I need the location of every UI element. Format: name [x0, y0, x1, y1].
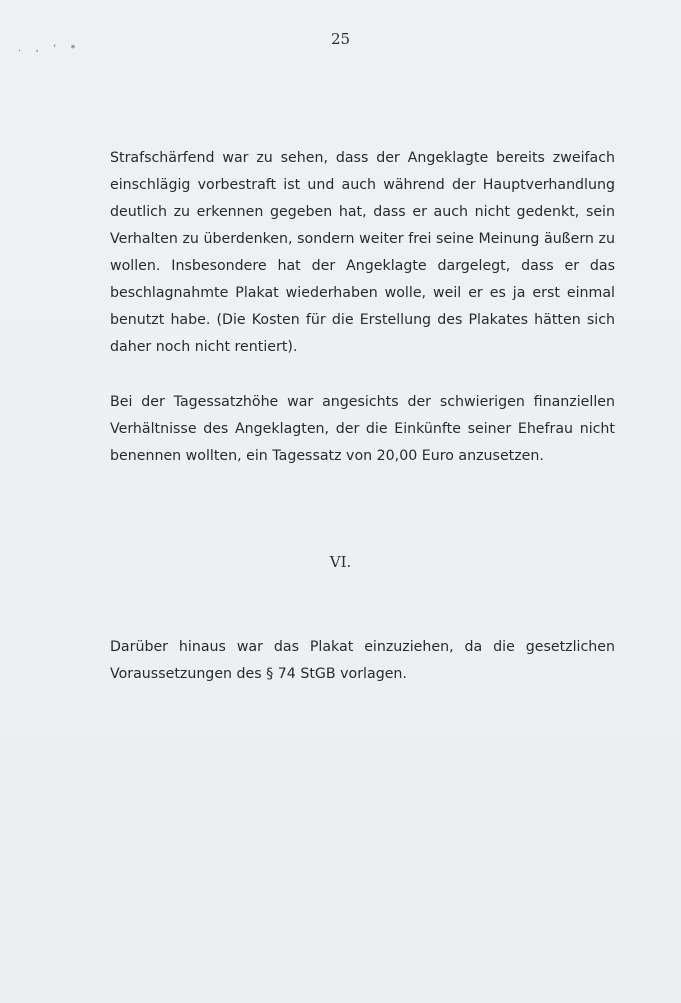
paragraph-strafzumessung [110, 145, 615, 361]
paragraph-tagessatz [110, 389, 615, 470]
text-line: wollen. Insbesondere hat der Angeklagte dargelegt, dass er das [110, 258, 615, 274]
text-line: Darüber hinaus war das Plakat einzuziehen, da die gesetzlichen [110, 639, 615, 655]
text-line: Bei der Tagessatzhöhe war angesichts der schwierigen finanziellen [110, 394, 615, 410]
text-line: einschlägig vorbestraft ist und auch während der Hauptverhandlung [110, 177, 615, 193]
text-line: Voraussetzungen des § 74 StGB vorlagen. [110, 666, 407, 682]
text-line: benennen wollten, ein Tagessatz von 20,00 Euro anzusetzen. [110, 448, 544, 464]
text-line: Verhalten zu überdenken, sondern weiter frei seine Meinung äußern zu [110, 231, 615, 247]
text-line: deutlich zu erkennen gegeben hat, dass er auch nicht gedenkt, sein [110, 204, 615, 220]
paragraph-einziehung [110, 634, 615, 688]
text-line: daher noch nicht rentiert). [110, 339, 298, 355]
text-line: beschlagnahmte Plakat wiederhaben wolle, weil er es ja erst einmal [110, 285, 615, 301]
page-number: 25 [330, 30, 351, 48]
text-line: benutzt habe. (Die Kosten für die Erstellung des Plakates hätten sich [110, 312, 615, 328]
section-heading: VI. [329, 553, 352, 571]
text-line: Strafschärfend war zu sehen, dass der Angeklagte bereits zweifach [110, 150, 615, 166]
text-line: Verhältnisse des Angeklagten, der die Einkünfte seiner Ehefrau nicht [110, 421, 615, 437]
scan-marks: . , ' * [18, 44, 82, 54]
